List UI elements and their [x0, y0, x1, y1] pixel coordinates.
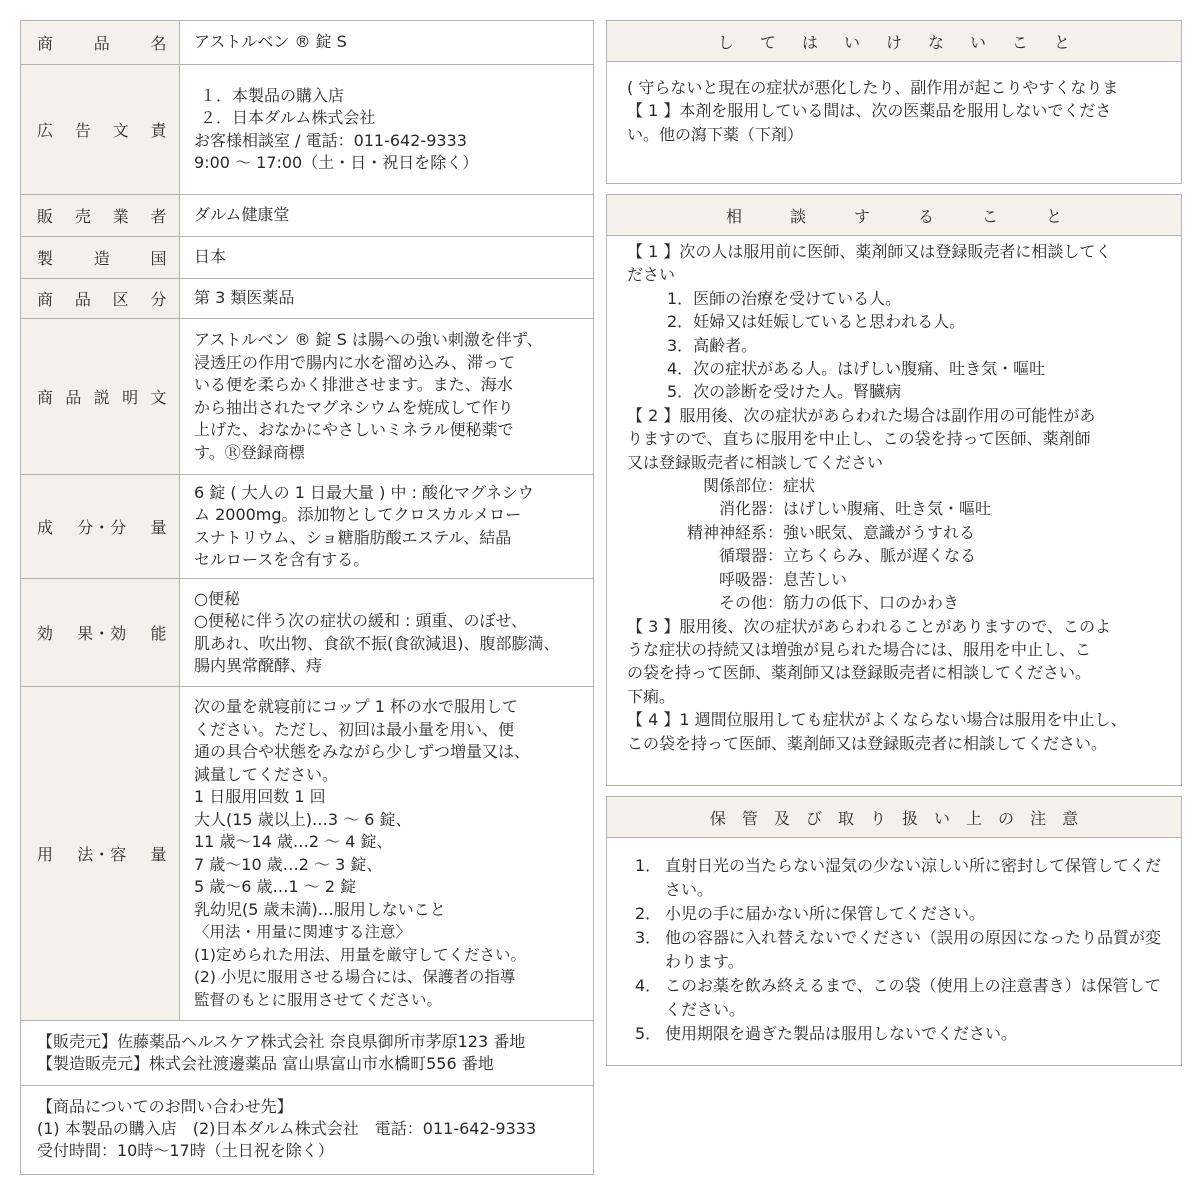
label-char: 名 [150, 34, 167, 53]
row-label [21, 579, 180, 687]
label-char: 製 [37, 249, 54, 268]
table-row [21, 475, 594, 579]
row-value [180, 21, 594, 65]
body-line: りますので、直ちに服用を中止し、この袋を持って医師、薬剤師 [627, 429, 1091, 449]
label-char: 商 [37, 34, 54, 53]
symptom-row [627, 591, 1161, 614]
symptom-row [627, 474, 1161, 497]
item-text: 小児の手に届かない所に保管してください。 [665, 904, 986, 923]
contact-line: (1) 本製品の購入店 (2)日本ダルム株式会社 電話：011-642-9333 [37, 1119, 537, 1138]
section-heading [607, 195, 1181, 236]
symptom-part: その他 [718, 593, 767, 613]
colon: ： [767, 476, 784, 496]
body-line: の袋を持って医師、薬剤師又は登録販売者に相談してください。 [627, 663, 1092, 683]
row-value [180, 687, 594, 1021]
value-line: 〈用法・用量に関連する注意〉 [194, 923, 412, 941]
symptom-row [627, 568, 1161, 591]
list-item [635, 974, 1161, 1022]
heading-char: い [843, 32, 860, 52]
value-line: 5 歳～6 歳…1 ～ 2 錠 [194, 877, 357, 896]
value-line: 6 錠 ( 大人の 1 日最大量 ) 中 : 酸化マグネシウ [194, 482, 534, 502]
heading-char: こ [982, 206, 999, 226]
value-line: 日本 [194, 247, 227, 267]
label-char: 効 [37, 624, 54, 643]
row-value [180, 319, 594, 475]
value-line: 監督のもとに服用させてください。 [194, 990, 443, 1009]
symptom-desc: 症状 [783, 476, 816, 496]
label-char: 区 [112, 290, 130, 309]
list-item: 2．妊婦又は妊娠していると思われる人。 [667, 312, 966, 332]
left-column [20, 20, 594, 1175]
row-value [180, 237, 594, 279]
symptom-row [627, 544, 1161, 567]
table-row [21, 195, 594, 237]
contact-box [20, 1086, 594, 1175]
heading-char: い [934, 808, 951, 828]
heading-char: 相 [725, 206, 742, 226]
label-char: 分・分 [77, 518, 127, 537]
heading-char: は [801, 32, 818, 52]
colon: ： [767, 522, 784, 542]
label-char: 者 [150, 207, 167, 226]
list-item: 5．次の診断を受けた人。腎臓病 [667, 382, 902, 402]
seller-line: 【製造販売元】株式会社渡邊薬品 富山県富山市水橋町556 番地 [37, 1054, 494, 1073]
item-number: 3． [635, 928, 662, 947]
label-char: 成 [37, 518, 54, 537]
row-value [180, 65, 594, 195]
symptom-row [627, 497, 1161, 520]
symptom-part: 循環器 [718, 546, 767, 566]
heading-char: 上 [966, 808, 983, 828]
heading-char: 保 [709, 808, 726, 828]
value-line: アストルベン ® 錠 S [194, 32, 347, 52]
heading-char: す [853, 206, 870, 226]
heading-char: び [805, 808, 822, 828]
colon: ： [767, 569, 784, 589]
consult-section [606, 194, 1182, 786]
list-item [635, 902, 1161, 926]
value-line: 腸内異常醗酵、痔 [194, 656, 323, 675]
label-char: 商 [37, 290, 54, 309]
label-char: 商 [37, 388, 54, 407]
heading-char: の [998, 808, 1015, 828]
symptom-desc: 筋力の低下、口のかわき [783, 593, 960, 613]
symptom-part: 精神神経系 [686, 522, 767, 542]
heading-char: こ [1012, 32, 1029, 52]
symptom-part: 消化器 [718, 499, 767, 519]
label-char: 能 [150, 624, 167, 643]
label-char: 文 [112, 121, 130, 140]
body-line: 【 3 】服用後、次の症状があらわれることがありますので、このよ [627, 616, 1112, 636]
value-line: 肌あれ、吹出物、食欲不振(食欲減退)、腹部膨満、 [194, 633, 560, 653]
row-label [21, 475, 180, 579]
row-value [180, 195, 594, 237]
heading-char: 及 [773, 808, 790, 828]
contact-line: 受付時間：10時～17時（土日祝を除く） [37, 1141, 334, 1160]
item-number: 5． [635, 1024, 662, 1043]
label-char: 文 [150, 388, 167, 407]
seller-box [20, 1021, 594, 1086]
storage-section [606, 796, 1182, 1066]
row-label [21, 195, 180, 237]
body-line: ださい [627, 265, 676, 285]
label-char: 法・容 [77, 845, 127, 864]
contact-line: 【商品についてのお問い合わせ先】 [37, 1097, 293, 1116]
label-char: 責 [150, 121, 167, 140]
table-row [21, 21, 594, 65]
table-row [21, 687, 594, 1021]
heading-char: て [759, 32, 776, 52]
value-line: 減量してください。 [194, 764, 339, 784]
value-line: ダルム健康堂 [194, 205, 290, 225]
body-line: ( 守らないと現在の症状が悪化したり、副作用が起こりやすくなりま [627, 78, 1119, 97]
item-text: 直射日光の当たらない湿気の少ない涼しい所に密封して保管してください。 [665, 856, 1162, 899]
heading-char: 注 [1030, 808, 1047, 828]
value-line: お客様相談室 / 電話：011-642-9333 [194, 130, 467, 150]
label-char: 果・効 [77, 624, 127, 643]
table-row [21, 237, 594, 279]
list-item [635, 1022, 1161, 1046]
body-line: 下痢。 [627, 686, 676, 706]
row-value [180, 475, 594, 579]
right-column [606, 20, 1182, 1076]
value-line: ム 2000mg。添加物としてクロスカルメロー [194, 505, 522, 524]
value-line: ください。ただし、初回は最小量を用い、便 [194, 719, 515, 739]
table-row [21, 579, 594, 687]
heading-char: と [1054, 32, 1071, 52]
heading-char: 談 [789, 206, 806, 226]
heading-char: る [918, 206, 935, 226]
section-body [607, 236, 1181, 765]
symptom-desc: 息苦しい [783, 569, 848, 589]
heading-char: 管 [741, 808, 758, 828]
label-char: 販 [37, 207, 54, 226]
symptom-desc: はげしい腹痛、吐き気・嘔吐 [783, 499, 992, 519]
value-line: 1 日服用回数 1 回 [194, 787, 326, 806]
item-number: 1． [635, 856, 662, 875]
table-row [21, 319, 594, 475]
label-char: 量 [150, 845, 167, 864]
body-line: うな症状の持続又は増強が見られた場合には、服用を中止し、こ [627, 639, 1092, 659]
label-char: 売 [74, 207, 92, 226]
value-line: 浸透圧の作用で腸内に水を溜め込み、滞って [194, 352, 515, 372]
heading-char: い [970, 32, 987, 52]
row-label [21, 279, 180, 319]
body-line: 【 1 】本剤を服用している間は、次の医薬品を服用しないでくださ [627, 101, 1112, 121]
item-number: 2． [635, 904, 662, 923]
label-char: 明 [122, 388, 139, 407]
label-char: 分 [150, 290, 167, 309]
item-text: このお薬を飲み終えるまで、この袋（使用上の注意書き）は保管してください。 [665, 976, 1161, 1019]
colon: ： [767, 546, 784, 566]
row-label [21, 65, 180, 195]
heading-char: 取 [837, 808, 854, 828]
row-label [21, 21, 180, 65]
label-char: 品 [74, 290, 92, 309]
value-line: す。Ⓡ登録商標 [194, 442, 305, 462]
value-line: 大人(15 歳以上)…3 ～ 6 錠、 [194, 809, 412, 829]
value-line: いる便を柔らかく排泄させます。また、海水 [194, 375, 513, 394]
value-line: 11 歳～14 歳…2 ～ 4 錠、 [194, 832, 393, 851]
row-label [21, 319, 180, 475]
colon: ： [767, 593, 784, 613]
label-char: 業 [112, 207, 130, 226]
symptom-part: 関係部位 [702, 476, 767, 496]
spec-table [20, 20, 594, 1021]
item-text: 使用期限を過ぎた製品は服用しないでください。 [665, 1024, 1018, 1043]
list-item: 4．次の症状がある人。はげしい腹痛、吐き気・嘔吐 [667, 359, 1046, 379]
heading-char: 意 [1062, 808, 1079, 828]
value-line: ○便秘に伴う次の症状の緩和 : 頭重、のぼせ、 [194, 611, 528, 630]
value-line: 7 歳～10 歳…2 ～ 3 錠、 [194, 854, 383, 874]
value-line: 第 3 類医薬品 [194, 288, 295, 308]
seller-line: 【販売元】佐藤薬品ヘルスケア株式会社 奈良県御所市茅原123 番地 [37, 1032, 526, 1051]
value-line: 次の量を就寝前にコップ 1 杯の水で服用して [194, 697, 519, 716]
body-line: い。他の瀉下薬（下剤） [627, 124, 804, 144]
value-line: 乳幼児(5 歳未満)…服用しないこと [194, 899, 446, 919]
label-char: 用 [37, 845, 54, 864]
heading-char: と [1046, 206, 1063, 226]
label-char: 品 [93, 34, 111, 53]
donts-section [606, 20, 1182, 184]
value-line: 上げた、おなかにやさしいミネラル便秘薬で [194, 420, 514, 439]
section-heading [607, 21, 1181, 62]
label-char: 国 [150, 249, 167, 268]
heading-char: り [869, 808, 886, 828]
symptom-desc: 強い眠気、意識がうすれる [783, 522, 976, 542]
heading-char: け [885, 32, 902, 52]
value-line: 9:00 ～ 17:00（土・日・祝日を除く） [194, 153, 479, 172]
table-row [21, 65, 594, 195]
heading-char: な [928, 32, 945, 52]
value-line: ○便秘 [194, 588, 240, 608]
symptom-row [627, 521, 1161, 544]
value-line: セルロースを含有する。 [194, 550, 370, 569]
body-line: 【 2 】服用後、次の症状があらわれた場合は副作用の可能性があ [627, 405, 1096, 425]
value-line: スナトリウム、ショ糖脂肪酸エステル、結晶 [194, 527, 512, 547]
label-char: 広 [37, 121, 54, 140]
row-label [21, 687, 180, 1021]
body-line: 【 1 】次の人は服用前に医師、薬剤師又は登録販売者に相談してく [627, 242, 1112, 261]
section-heading [607, 797, 1181, 838]
value-line: (1)定められた用法、用量を厳守してください。 [194, 945, 526, 964]
body-line: 又は登録販売者に相談してください [627, 452, 884, 472]
colon: ： [767, 499, 784, 519]
row-value [180, 279, 594, 319]
symptom-desc: 立ちくらみ、脈が遅くなる [783, 546, 976, 566]
label-char: 量 [150, 518, 167, 537]
value-line: ２．日本ダルム株式会社 [200, 108, 376, 127]
label-char: 告 [74, 121, 92, 140]
section-body [607, 838, 1181, 1054]
value-line: 通の具合や状態をみながら少しずつ増量又は、 [194, 742, 531, 761]
heading-char: 扱 [902, 808, 919, 828]
value-line: (2) 小児に服用させる場合には、保護者の指導 [194, 968, 516, 986]
value-line: アストルベン ® 錠 S は腸への強い刺激を伴ず、 [194, 330, 543, 349]
section-body [607, 62, 1181, 156]
symptom-part: 呼吸器 [718, 569, 767, 589]
label-char: 品 [65, 388, 82, 407]
row-value [180, 579, 594, 687]
list-item: 3．高齢者。 [667, 335, 758, 355]
value-line: １．本製品の購入店 [200, 85, 345, 105]
table-row [21, 279, 594, 319]
row-label [21, 237, 180, 279]
body-line: この袋を持って医師、薬剤師又は登録販売者に相談してください。 [627, 733, 1108, 753]
item-number: 4． [635, 976, 662, 995]
label-char: 造 [93, 249, 111, 268]
value-line: から抽出されたマグネシウムを焼成して作り [194, 397, 514, 417]
list-item: 1．医師の治療を受けている人。 [667, 288, 902, 308]
body-line: 【 4 】1 週間位服用しても症状がよくならない場合は服用を中止し、 [627, 710, 1127, 730]
heading-char: し [717, 32, 734, 52]
label-char: 説 [93, 388, 111, 407]
list-item [635, 854, 1161, 902]
list-item [635, 926, 1161, 974]
item-text: 他の容器に入れ替えないでください（誤用の原因になったり品質が変わります。 [665, 928, 1162, 971]
